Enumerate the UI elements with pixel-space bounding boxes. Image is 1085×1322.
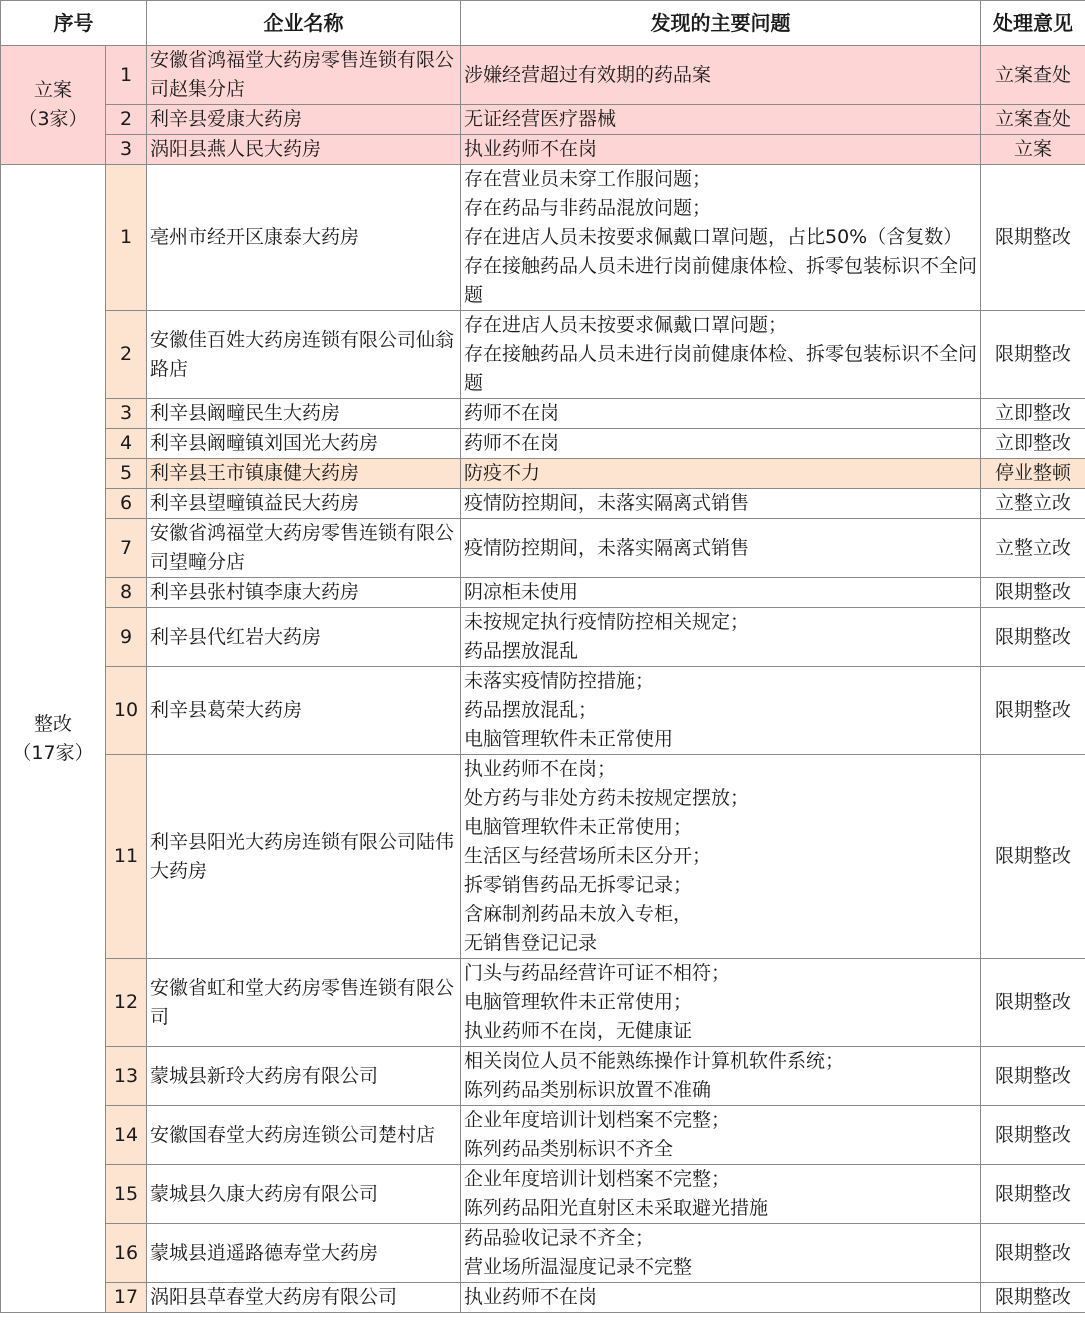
- row-number: 5: [106, 459, 147, 489]
- action-cell: 立案: [981, 135, 1085, 165]
- issues-cell: [461, 46, 981, 105]
- company-name: 利辛县爱康大药房: [147, 105, 461, 135]
- action-cell: 停业整顿: [981, 459, 1085, 489]
- table-row: [1, 667, 1085, 755]
- group-label: 整改: [33, 712, 72, 735]
- action-cell: 限期整改: [981, 1047, 1085, 1106]
- company-name: 安徽省鸿福堂大药房零售连锁有限公司望疃分店: [147, 519, 461, 578]
- table-row: [1, 519, 1085, 578]
- company-name: 利辛县阳光大药房连锁有限公司陆伟大药房: [147, 755, 461, 959]
- issue-line: 存在营业员未穿工作服问题；: [464, 168, 712, 190]
- issue-line: 含麻制剂药品未放入专柜，: [464, 903, 693, 925]
- company-name: 蒙城县逍遥路德寿堂大药房: [147, 1224, 461, 1283]
- row-number: 4: [106, 429, 147, 459]
- table-row: [1, 1047, 1085, 1106]
- issues-cell: [461, 959, 981, 1047]
- action-cell: 立案查处: [981, 105, 1085, 135]
- header-company: 企业名称: [147, 1, 461, 46]
- company-name: 蒙城县新玲大药房有限公司: [147, 1047, 461, 1106]
- table-row: [1, 135, 1085, 165]
- table-row: [1, 1224, 1085, 1283]
- company-name: 安徽省虹和堂大药房零售连锁有限公司: [147, 959, 461, 1047]
- row-number: 8: [106, 578, 147, 608]
- issue-line: 电脑管理软件未正常使用；: [464, 816, 693, 838]
- table-row: [1, 755, 1085, 959]
- issues-cell: [461, 459, 981, 489]
- action-cell: 立整立改: [981, 489, 1085, 519]
- row-number: 11: [106, 755, 147, 959]
- action-cell: 立即整改: [981, 429, 1085, 459]
- company-name: 利辛县张村镇李康大药房: [147, 578, 461, 608]
- issue-line: 企业年度培训计划档案不完整；: [464, 1168, 731, 1190]
- row-number: 3: [106, 135, 147, 165]
- issues-cell: [461, 429, 981, 459]
- issues-cell: [461, 578, 981, 608]
- row-number: 12: [106, 959, 147, 1047]
- table-row: [1, 46, 1085, 105]
- table-row: [1, 459, 1085, 489]
- issues-cell: [461, 165, 981, 311]
- issues-cell: [461, 667, 981, 755]
- issue-line: 无证经营医疗器械: [464, 108, 617, 130]
- issue-line: 企业年度培训计划档案不完整；: [464, 1109, 731, 1131]
- company-name: 涡阳县燕人民大药房: [147, 135, 461, 165]
- row-number: 1: [106, 165, 147, 311]
- row-number: 6: [106, 489, 147, 519]
- company-name: 利辛县王市镇康健大药房: [147, 459, 461, 489]
- issues-cell: [461, 1047, 981, 1106]
- issue-line: 执业药师不在岗；: [464, 758, 617, 780]
- issue-line: 药品摆放混乱；: [464, 699, 598, 721]
- group-cell: [1, 46, 106, 165]
- issue-line: 药品验收记录不齐全；: [464, 1227, 655, 1249]
- issue-line: 涉嫌经营超过有效期的药品案: [464, 63, 712, 86]
- header-seq: 序号: [1, 1, 147, 46]
- issue-line: 存在接触药品人员未进行岗前健康体检、拆零包装标识不全问题: [464, 255, 978, 306]
- action-cell: 限期整改: [981, 1106, 1085, 1165]
- company-name: 安徽国春堂大药房连锁公司楚村店: [147, 1106, 461, 1165]
- action-cell: 限期整改: [981, 608, 1085, 667]
- issue-line: 疫情防控期间，未落实隔离式销售: [464, 536, 750, 559]
- issue-line: 药师不在岗: [464, 402, 560, 424]
- row-number: 15: [106, 1165, 147, 1224]
- issue-line: 门头与药品经营许可证不相符；: [464, 962, 731, 984]
- row-number: 7: [106, 519, 147, 578]
- company-name: 利辛县望疃镇益民大药房: [147, 489, 461, 519]
- row-number: 3: [106, 399, 147, 429]
- table-row: [1, 429, 1085, 459]
- issue-line: 拆零销售药品无拆零记录；: [464, 874, 693, 896]
- issue-line: 生活区与经营场所未区分开；: [464, 845, 712, 867]
- group-cell: [1, 165, 106, 1313]
- issue-line: 药师不在岗: [464, 432, 560, 454]
- action-cell: 限期整改: [981, 578, 1085, 608]
- group-count: （3家）: [18, 108, 88, 130]
- action-cell: 限期整改: [981, 311, 1085, 399]
- row-number: 1: [106, 46, 147, 105]
- issues-cell: [461, 311, 981, 399]
- company-name: 利辛县代红岩大药房: [147, 608, 461, 667]
- action-cell: 限期整改: [981, 165, 1085, 311]
- table-row: [1, 489, 1085, 519]
- issue-line: 电脑管理软件未正常使用: [464, 728, 674, 750]
- issue-line: 陈列药品类别标识不齐全: [464, 1138, 674, 1160]
- issue-line: 存在接触药品人员未进行岗前健康体检、拆零包装标识不全问题: [464, 343, 978, 394]
- company-name: 利辛县葛荣大药房: [147, 667, 461, 755]
- issues-cell: [461, 755, 981, 959]
- table-row: [1, 959, 1085, 1047]
- company-name: 安徽佳百姓大药房连锁有限公司仙翁路店: [147, 311, 461, 399]
- company-name: 亳州市经开区康泰大药房: [147, 165, 461, 311]
- issue-line: 存在进店人员未按要求佩戴口罩问题；: [464, 314, 788, 336]
- table-row: [1, 1283, 1085, 1313]
- issue-line: 执业药师不在岗，无健康证: [464, 1020, 693, 1042]
- table-row: [1, 578, 1085, 608]
- row-number: 10: [106, 667, 147, 755]
- table-row: [1, 311, 1085, 399]
- row-number: 2: [106, 311, 147, 399]
- issue-line: 陈列药品类别标识放置不准确: [464, 1079, 712, 1101]
- header-issues: 发现的主要问题: [461, 1, 981, 46]
- action-cell: 立即整改: [981, 399, 1085, 429]
- action-cell: 立整立改: [981, 519, 1085, 578]
- issue-line: 防疫不力: [464, 462, 541, 484]
- table-row: [1, 399, 1085, 429]
- table-row: [1, 608, 1085, 667]
- issues-cell: [461, 1224, 981, 1283]
- issues-cell: [461, 1106, 981, 1165]
- issues-cell: [461, 1283, 981, 1313]
- table-row: [1, 1106, 1085, 1165]
- company-name: 安徽省鸿福堂大药房零售连锁有限公司赵集分店: [147, 46, 461, 105]
- issue-line: 无销售登记记录: [464, 932, 598, 954]
- group-label: 立案: [33, 79, 72, 101]
- table-row: [1, 105, 1085, 135]
- issues-cell: [461, 608, 981, 667]
- group-count: （17家）: [12, 741, 94, 764]
- issue-line: 执业药师不在岗: [464, 138, 598, 160]
- row-number: 2: [106, 105, 147, 135]
- issue-line: 存在药品与非药品混放问题；: [464, 197, 712, 219]
- issue-line: 电脑管理软件未正常使用；: [464, 991, 693, 1013]
- issue-line: 陈列药品阳光直射区未采取避光措施: [464, 1197, 769, 1219]
- issue-line: 未按规定执行疫情防控相关规定；: [464, 611, 750, 633]
- row-number: 16: [106, 1224, 147, 1283]
- issue-line: 营业场所温湿度记录不完整: [464, 1256, 693, 1278]
- action-cell: 限期整改: [981, 1224, 1085, 1283]
- action-cell: 限期整改: [981, 1165, 1085, 1224]
- issue-line: 相关岗位人员不能熟练操作计算机软件系统；: [464, 1050, 845, 1072]
- company-name: 蒙城县久康大药房有限公司: [147, 1165, 461, 1224]
- header-row: [1, 1, 1085, 46]
- action-cell: 限期整改: [981, 959, 1085, 1047]
- issues-cell: [461, 135, 981, 165]
- issues-cell: [461, 519, 981, 578]
- issue-line: 存在进店人员未按要求佩戴口罩问题，占比50%（含复数）: [464, 226, 963, 248]
- company-name: 利辛县阚疃民生大药房: [147, 399, 461, 429]
- row-number: 14: [106, 1106, 147, 1165]
- row-number: 9: [106, 608, 147, 667]
- action-cell: 限期整改: [981, 755, 1085, 959]
- issue-line: 未落实疫情防控措施；: [464, 670, 655, 692]
- action-cell: 限期整改: [981, 1283, 1085, 1313]
- table-row: [1, 1165, 1085, 1224]
- issues-cell: [461, 1165, 981, 1224]
- issue-line: 阴凉柜未使用: [464, 581, 579, 603]
- issue-line: 药品摆放混乱: [464, 640, 579, 662]
- row-number: 13: [106, 1047, 147, 1106]
- issues-cell: [461, 105, 981, 135]
- table-row: [1, 165, 1085, 311]
- issues-cell: [461, 489, 981, 519]
- row-number: 17: [106, 1283, 147, 1313]
- issues-cell: [461, 399, 981, 429]
- company-name: 利辛县阚疃镇刘国光大药房: [147, 429, 461, 459]
- action-cell: 立案查处: [981, 46, 1085, 105]
- company-name: 涡阳县草春堂大药房有限公司: [147, 1283, 461, 1313]
- issue-line: 执业药师不在岗: [464, 1286, 598, 1308]
- issue-line: 疫情防控期间，未落实隔离式销售: [464, 492, 750, 514]
- issue-line: 处方药与非处方药未按规定摆放；: [464, 787, 750, 809]
- header-action: 处理意见: [981, 1, 1085, 46]
- action-cell: 限期整改: [981, 667, 1085, 755]
